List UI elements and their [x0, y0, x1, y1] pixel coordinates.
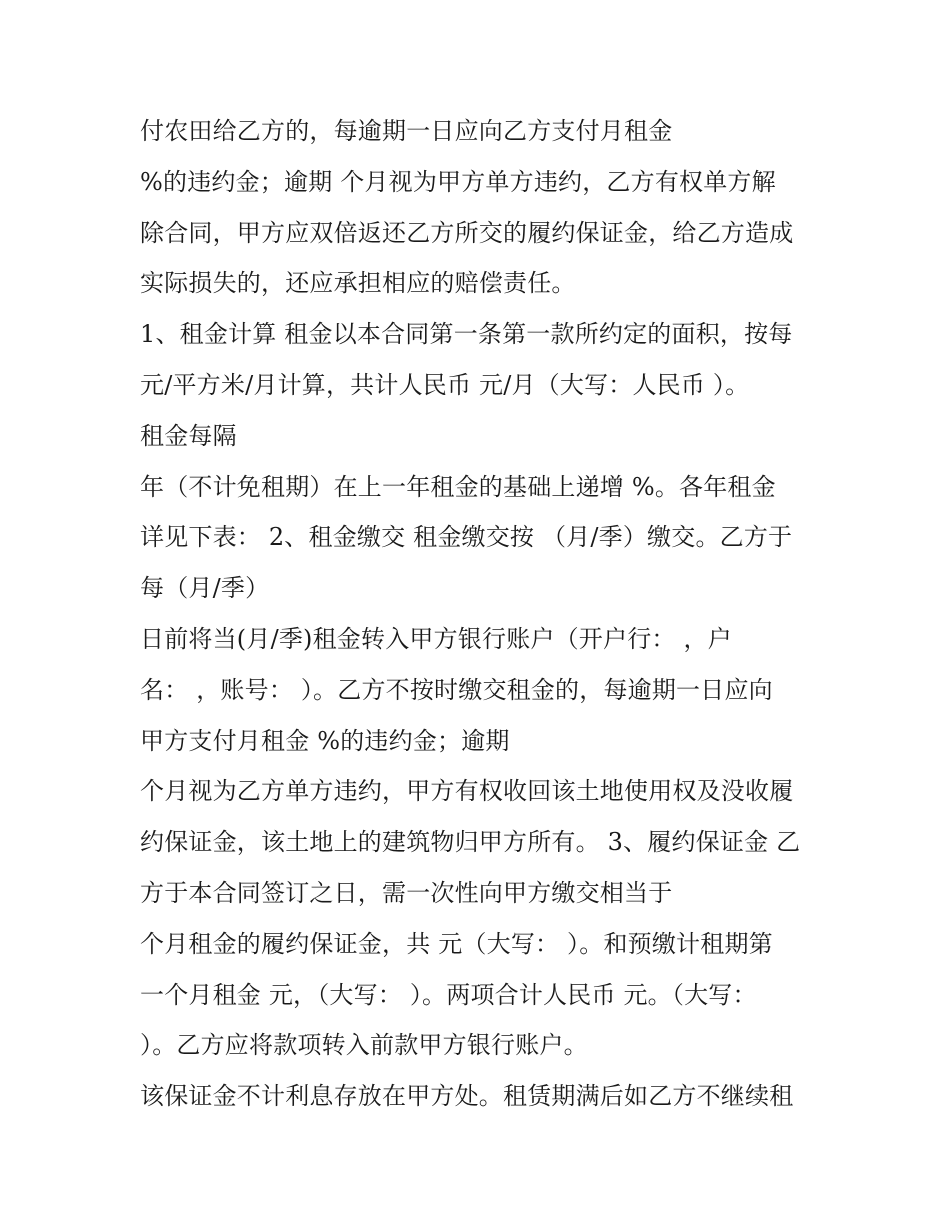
text-line-6: 元/平方米/月计算，共计人民币 元/月（大写：人民币 ）。 [140, 370, 750, 399]
text-line-13: 甲方支付月租金 %的违约金；逾期 [140, 726, 510, 755]
text-line-15: 约保证金，该土地上的建筑物归甲方所有。 3、履约保证金 乙 [140, 828, 801, 857]
text-line-3: 除合同，甲方应双倍返还乙方所交的履约保证金，给乙方造成 [140, 218, 794, 247]
text-line-11: 日前将当(月/季)租金转入甲方银行账户（开户行： ，户 [140, 624, 732, 653]
text-line-8: 年（不计免租期）在上一年租金的基础上递增 %。各年租金 [140, 472, 776, 501]
text-line-10: 每（月/季） [140, 574, 270, 603]
text-line-16: 方于本合同签订之日，需一次性向甲方缴交相当于 [140, 878, 673, 907]
text-line-2: %的违约金；逾期 个月视为甲方单方违约，乙方有权单方解 [140, 167, 776, 196]
text-line-12: 名： ，账号： ）。乙方不按时缴交租金的，每逾期一日应向 [140, 675, 773, 704]
text-line-9: 详见下表： 2、租金缴交 租金缴交按 （月/季）缴交。乙方于 [140, 523, 793, 552]
text-line-4: 实际损失的，还应承担相应的赔偿责任。 [140, 269, 576, 298]
text-line-5: 1、租金计算 租金以本合同第一条第一款所约定的面积，按每 [140, 320, 793, 349]
text-line-14: 个月视为乙方单方违约，甲方有权收回该土地使用权及没收履 [140, 777, 794, 806]
contract-text-body [140, 106, 820, 1122]
text-line-17: 个月租金的履约保证金，共 元（大写： ）。和预缴计租期第 [140, 929, 773, 958]
text-line-1: 付农田给乙方的，每逾期一日应向乙方支付月租金 [140, 117, 673, 145]
text-line-18: 一个月租金 元，（大写： ）。两项合计人民币 元。（大写： [140, 980, 757, 1009]
text-line-7: 租金每隔 [140, 421, 237, 450]
text-line-19: ）。乙方应将款项转入前款甲方银行账户。 [140, 1031, 588, 1060]
text-line-20: 该保证金不计利息存放在甲方处。租赁期满后如乙方不继续租 [140, 1082, 794, 1111]
